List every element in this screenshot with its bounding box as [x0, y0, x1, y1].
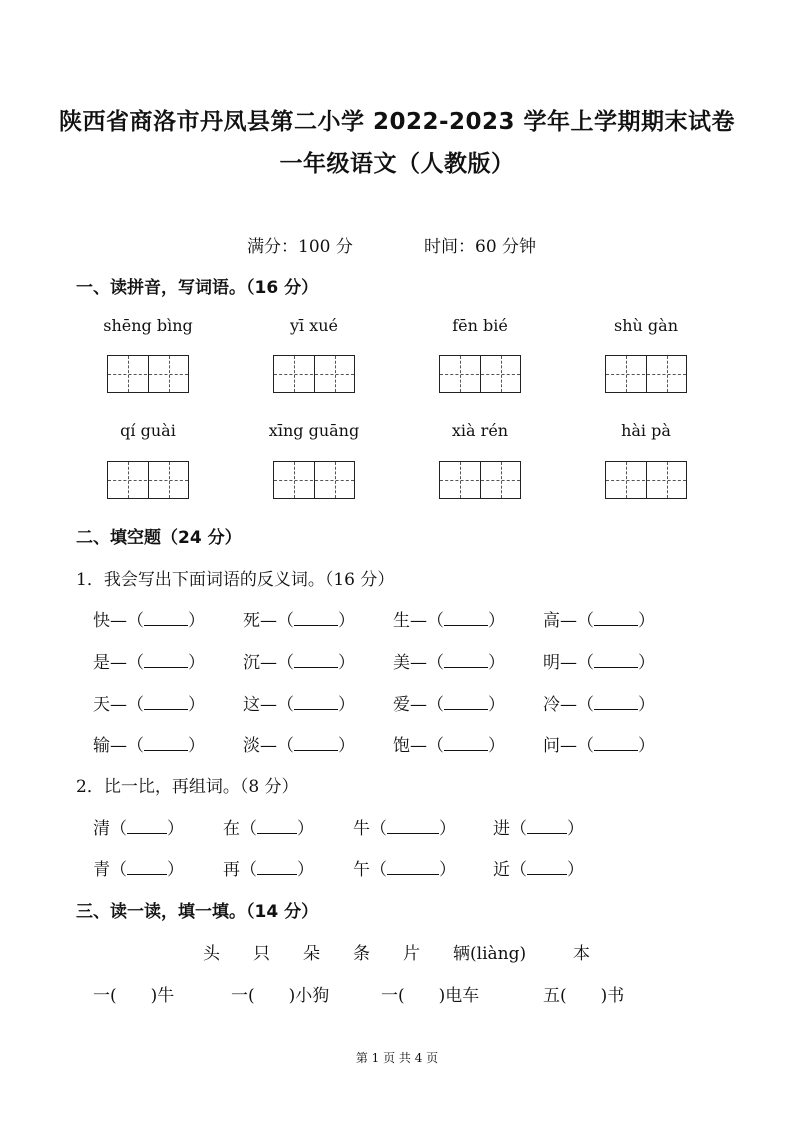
pinyin-label: shēng bìng [103, 316, 193, 335]
fill-prefix: 一( [381, 986, 405, 1006]
answer-blank[interactable] [444, 653, 488, 668]
answer-blank[interactable] [387, 860, 439, 875]
antonym-word: 问— [543, 736, 577, 756]
antonym-item: 沉—（ ） [243, 653, 355, 673]
compare-item: 清（ ） [93, 819, 184, 839]
fill-suffix: )牛 [150, 986, 175, 1006]
answer-blank[interactable] [444, 611, 488, 626]
antonym-word: 冷— [543, 695, 577, 715]
antonym-word: 这— [243, 695, 277, 715]
writing-box[interactable] [107, 355, 189, 393]
writing-box[interactable] [273, 355, 355, 393]
answer-blank[interactable] [257, 860, 297, 875]
antonym-word: 天— [93, 695, 127, 715]
answer-blank[interactable] [294, 653, 338, 668]
compare-item: 再（ ） [223, 860, 314, 880]
antonym-item: 爱—（ ） [393, 695, 505, 715]
antonym-item: 是—（ ） [93, 653, 205, 673]
section-3-heading: 三、读一读，填一填。（14 分） [76, 902, 319, 922]
answer-blank[interactable] [594, 611, 638, 626]
section-1-heading: 一、读拼音，写词语。（16 分） [76, 278, 319, 298]
antonym-item: 淡—（ ） [243, 736, 355, 756]
fill-suffix: )书 [600, 986, 625, 1006]
antonym-item: 明—（ ） [543, 653, 655, 673]
answer-blank[interactable] [144, 653, 188, 668]
answer-blank[interactable] [444, 736, 488, 751]
compare-char: 近 [493, 860, 510, 880]
compare-item: 进（ ） [493, 819, 584, 839]
pinyin-label: yī xué [289, 316, 339, 335]
pinyin-label: hài pà [621, 421, 671, 440]
antonym-item: 问—（ ） [543, 736, 655, 756]
antonym-word: 死— [243, 611, 277, 631]
antonym-word: 生— [393, 611, 427, 631]
antonym-item: 快—（ ） [93, 611, 205, 631]
title-line-1: 陕西省商洛市丹凤县第二小学 2022-2023 学年上学期期末试卷 [58, 109, 736, 135]
fill-suffix: )电车 [438, 986, 480, 1006]
answer-blank[interactable] [257, 819, 297, 834]
antonym-word: 快— [93, 611, 127, 631]
answer-blank[interactable] [294, 611, 338, 626]
answer-blank[interactable] [527, 860, 567, 875]
answer-blank[interactable] [127, 819, 167, 834]
compare-char: 再 [223, 860, 240, 880]
answer-blank[interactable] [387, 819, 439, 834]
antonym-item: 天—（ ） [93, 695, 205, 715]
writing-box[interactable] [273, 461, 355, 499]
writing-box[interactable] [439, 461, 521, 499]
antonym-word: 明— [543, 653, 577, 673]
full-score: 满分：100 分 [247, 237, 353, 257]
writing-box[interactable] [605, 355, 687, 393]
measure-fill-item [543, 981, 624, 1006]
title-line-2: 一年级语文（人教版） [279, 151, 515, 177]
measure-word: 本 [573, 944, 590, 964]
answer-blank[interactable] [294, 736, 338, 751]
measure-word: 头 [203, 944, 220, 964]
section-2-heading: 二、填空题（24 分） [76, 528, 242, 548]
pinyin-label: xīng guāng [268, 421, 360, 440]
compare-char: 在 [223, 819, 240, 839]
antonym-item: 美—（ ） [393, 653, 505, 673]
answer-blank[interactable] [594, 695, 638, 710]
answer-blank[interactable] [144, 695, 188, 710]
antonym-word: 是— [93, 653, 127, 673]
antonym-item: 冷—（ ） [543, 695, 655, 715]
question-1-prompt: 1．我会写出下面词语的反义词。（16 分） [76, 570, 395, 590]
compare-char: 清 [93, 819, 110, 839]
pinyin-label: xià rén [451, 421, 509, 440]
antonym-word: 美— [393, 653, 427, 673]
compare-char: 青 [93, 860, 110, 880]
measure-word: 只 [253, 944, 270, 964]
antonym-word: 饱— [393, 736, 427, 756]
writing-box[interactable] [107, 461, 189, 499]
antonym-item: 生—（ ） [393, 611, 505, 631]
answer-blank[interactable] [594, 653, 638, 668]
fill-suffix: )小狗 [288, 986, 330, 1006]
exam-time: 时间：60 分钟 [424, 237, 537, 257]
fill-prefix: 一( [231, 986, 255, 1006]
pinyin-label: qí guài [120, 421, 176, 440]
answer-blank[interactable] [527, 819, 567, 834]
writing-box[interactable] [439, 355, 521, 393]
antonym-word: 淡— [243, 736, 277, 756]
antonym-item: 饱—（ ） [393, 736, 505, 756]
answer-blank[interactable] [127, 860, 167, 875]
measure-word: 条 [353, 944, 370, 964]
measure-word: 片 [403, 944, 420, 964]
compare-item: 青（ ） [93, 860, 184, 880]
answer-blank[interactable] [144, 736, 188, 751]
antonym-word: 沉— [243, 653, 277, 673]
answer-blank[interactable] [144, 611, 188, 626]
antonym-word: 爱— [393, 695, 427, 715]
compare-char: 午 [353, 860, 370, 880]
question-2-prompt: 2．比一比，再组词。（8 分） [76, 777, 299, 797]
fill-prefix: 五( [543, 986, 567, 1006]
compare-item: 午（ ） [353, 860, 456, 880]
compare-item: 近（ ） [493, 860, 584, 880]
answer-blank[interactable] [444, 695, 488, 710]
antonym-word: 输— [93, 736, 127, 756]
antonym-word: 高— [543, 611, 577, 631]
writing-box[interactable] [605, 461, 687, 499]
measure-word: 朵 [303, 944, 320, 964]
compare-item: 牛（ ） [353, 819, 456, 839]
measure-word: 辆(liàng) [453, 944, 527, 964]
pinyin-label: fēn bié [452, 316, 508, 335]
measure-fill-item [381, 981, 479, 1006]
fill-prefix: 一( [93, 986, 117, 1006]
antonym-item: 输—（ ） [93, 736, 205, 756]
compare-char: 牛 [353, 819, 370, 839]
antonym-item: 这—（ ） [243, 695, 355, 715]
page-footer: 第 1 页 共 4 页 [355, 1051, 439, 1065]
measure-fill-item [231, 981, 329, 1006]
pinyin-label: shù gàn [614, 316, 678, 335]
answer-blank[interactable] [594, 736, 638, 751]
compare-char: 进 [493, 819, 510, 839]
answer-blank[interactable] [294, 695, 338, 710]
antonym-item: 高—（ ） [543, 611, 655, 631]
measure-fill-item [93, 981, 174, 1006]
antonym-item: 死—（ ） [243, 611, 355, 631]
compare-item: 在（ ） [223, 819, 314, 839]
